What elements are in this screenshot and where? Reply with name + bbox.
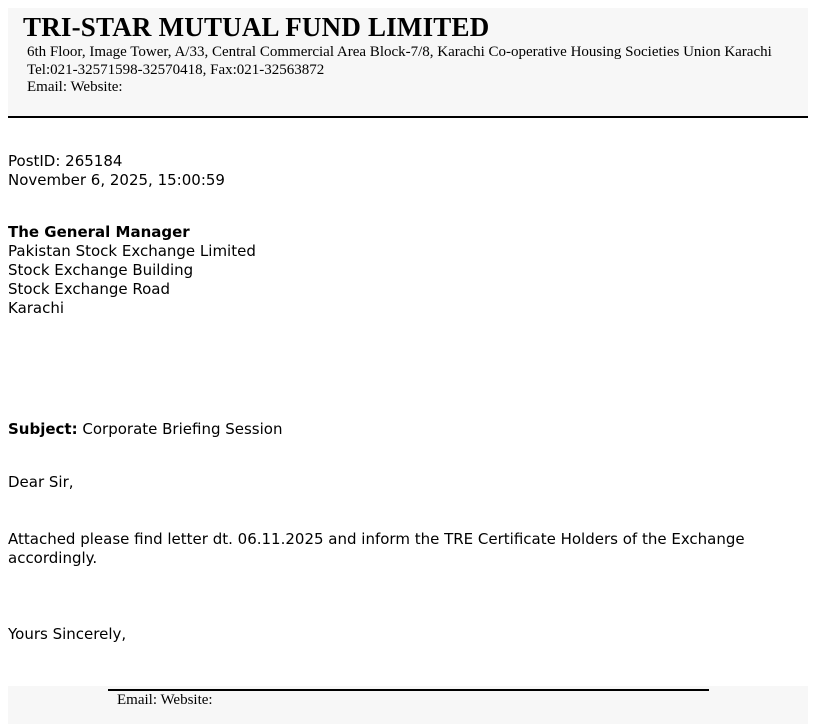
post-id: PostID: 265184 [8, 152, 123, 170]
subject-text: Corporate Briefing Session [82, 420, 283, 438]
company-address: 6th Floor, Image Tower, A/33, Central Commercial Area Block-7/8, Karachi Co-operative Housing Societies Union Karachi [27, 44, 772, 60]
company-email-website: Email: Website: [27, 79, 123, 95]
letterhead [8, 8, 808, 116]
subject-line [8, 420, 282, 439]
recipient-title: The General Manager [8, 223, 190, 241]
company-contact: Tel:021-32571598-32570418, Fax:021-32563872 [27, 62, 325, 78]
recipient-line: Stock Exchange Road [8, 280, 170, 298]
recipient-line: Pakistan Stock Exchange Limited [8, 242, 256, 260]
subject-label: Subject: [8, 420, 78, 438]
footer-divider [108, 689, 709, 691]
footer-email-website: Email: Website: [117, 692, 213, 708]
letterhead-divider [8, 116, 808, 118]
closing: Yours Sincerely, [8, 625, 127, 643]
salutation: Dear Sir, [8, 473, 74, 491]
recipient-line: Karachi [8, 299, 65, 317]
company-name: TRI-STAR MUTUAL FUND LIMITED [23, 12, 490, 42]
recipient-line: Stock Exchange Building [8, 261, 194, 279]
post-datetime: November 6, 2025, 15:00:59 [8, 171, 225, 189]
letter-body: Attached please find letter dt. 06.11.2025 and inform the TRE Certificate Holders of the Exchange accordingly. [8, 530, 745, 567]
